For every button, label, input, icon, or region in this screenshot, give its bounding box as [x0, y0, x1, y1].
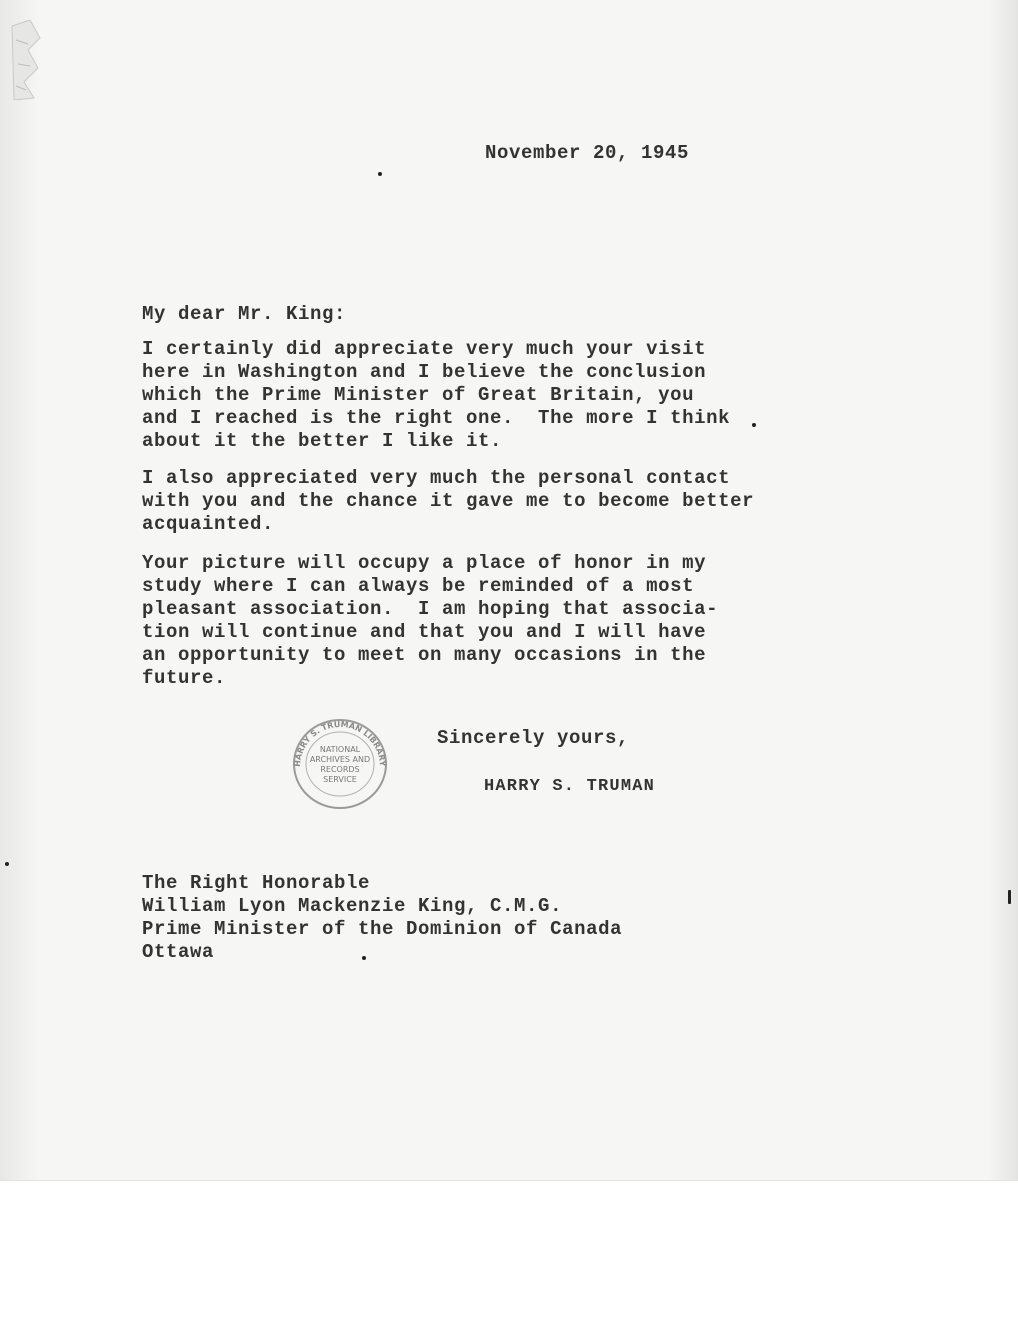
body-line: an opportunity to meet on many occasions in the	[142, 644, 707, 666]
body-line: about it the better I like it.	[142, 430, 503, 452]
paper-shadow	[988, 0, 1018, 1180]
salutation: My dear Mr. King:	[142, 303, 347, 325]
body-line: study where I can always be reminded of a most	[142, 575, 695, 597]
closing: Sincerely yours,	[437, 727, 630, 749]
paper-speck	[362, 956, 366, 960]
body-line: with you and the chance it gave me to become better	[142, 490, 755, 512]
svg-text:RECORDS: RECORDS	[320, 765, 360, 774]
body-line: pleasant association. I am hoping that associa-	[142, 598, 719, 620]
svg-text:SERVICE: SERVICE	[323, 775, 357, 784]
body-line: tion will continue and that you and I will have	[142, 621, 707, 643]
torn-corner	[10, 20, 44, 100]
archive-stamp	[285, 712, 395, 812]
paper-shadow	[0, 0, 40, 1180]
svg-text:NATIONAL: NATIONAL	[319, 745, 361, 754]
paper-speck	[5, 862, 9, 866]
address-line: William Lyon Mackenzie King, C.M.G.	[142, 895, 563, 917]
paper-speck	[1008, 890, 1011, 904]
address-line: The Right Honorable	[142, 872, 371, 894]
signer-name: HARRY S. TRUMAN	[484, 777, 656, 796]
body-line: Your picture will occupy a place of honor in my	[142, 552, 707, 574]
svg-text:ARCHIVES AND: ARCHIVES AND	[309, 755, 371, 764]
body-line: I certainly did appreciate very much your visit	[142, 338, 707, 360]
body-line: I also appreciated very much the personal contact	[142, 467, 731, 489]
body-line: and I reached is the right one. The more I think	[142, 407, 731, 429]
paper-speck	[752, 423, 756, 427]
address-line: Prime Minister of the Dominion of Canada	[142, 918, 623, 940]
body-line: future.	[142, 667, 227, 689]
body-line: acquainted.	[142, 513, 275, 535]
body-line: which the Prime Minister of Great Britain, you	[142, 384, 695, 406]
letter-date: November 20, 1945	[485, 142, 690, 164]
svg-text:HARRY S. TRUMAN LIBRARY: HARRY S. TRUMAN LIBRARY	[292, 719, 388, 768]
address-line: Ottawa	[142, 941, 215, 963]
body-line: here in Washington and I believe the conclusion	[142, 361, 707, 383]
paper-speck	[378, 172, 382, 176]
